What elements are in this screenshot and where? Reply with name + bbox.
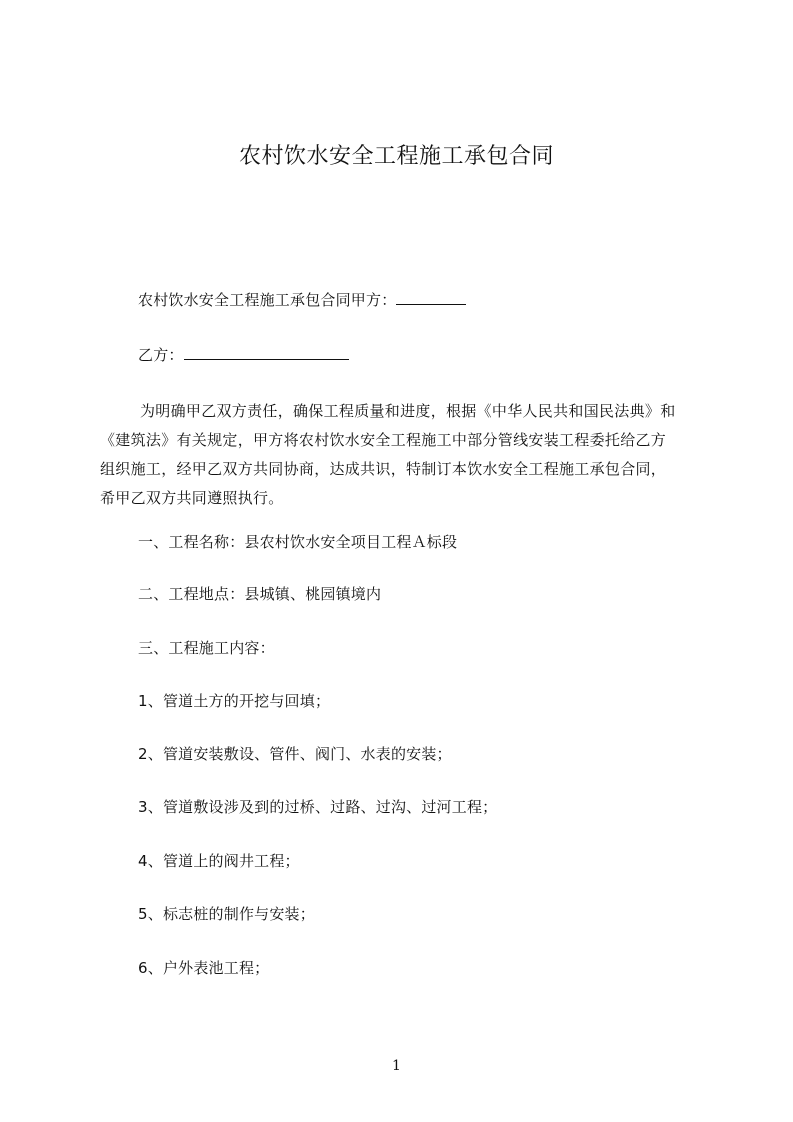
party-a-label: 农村饮水安全工程施工承包合同甲方：: [138, 291, 397, 309]
section-project-location: 二、工程地点：县城镇、桃园镇境内: [138, 585, 382, 603]
intro-paragraph: [100, 397, 700, 513]
intro-line: 组织施工，经甲乙双方共同协商，达成共识，特制订本饮水安全工程施工承包合同，: [100, 460, 667, 478]
party-b-blank: [184, 345, 349, 360]
intro-line: 希甲乙双方共同遵照执行。: [100, 489, 284, 507]
intro-line: 《建筑法》有关规定，甲方将农村饮水安全工程施工中部分管线安装工程委托给乙方: [100, 431, 667, 449]
intro-line: 为明确甲乙双方责任，确保工程质量和进度，根据《中华人民共和国民法典》和: [140, 402, 676, 420]
section-project-name: 一、工程名称：县农村饮水安全项目工程Ａ标段: [138, 533, 458, 551]
party-b-label: 乙方：: [138, 346, 184, 364]
page-number: 1: [392, 1058, 401, 1074]
list-item: 1、管道土方的开挖与回填；: [138, 692, 331, 710]
party-a-line: [138, 290, 466, 310]
list-item: 3、管道敷设涉及到的过桥、过路、过沟、过河工程；: [138, 798, 498, 816]
list-item: 6、户外表池工程；: [138, 959, 270, 977]
section-construction-content: 三、工程施工内容：: [138, 639, 275, 657]
list-item: 4、管道上的阀井工程；: [138, 852, 300, 870]
list-item: 2、管道安装敷设、管件、阀门、水表的安装；: [138, 745, 452, 763]
party-b-line: [138, 345, 349, 365]
list-item: 5、标志桩的制作与安装；: [138, 905, 315, 923]
party-a-blank: [396, 290, 466, 305]
document-title: 农村饮水安全工程施工承包合同: [238, 144, 554, 169]
